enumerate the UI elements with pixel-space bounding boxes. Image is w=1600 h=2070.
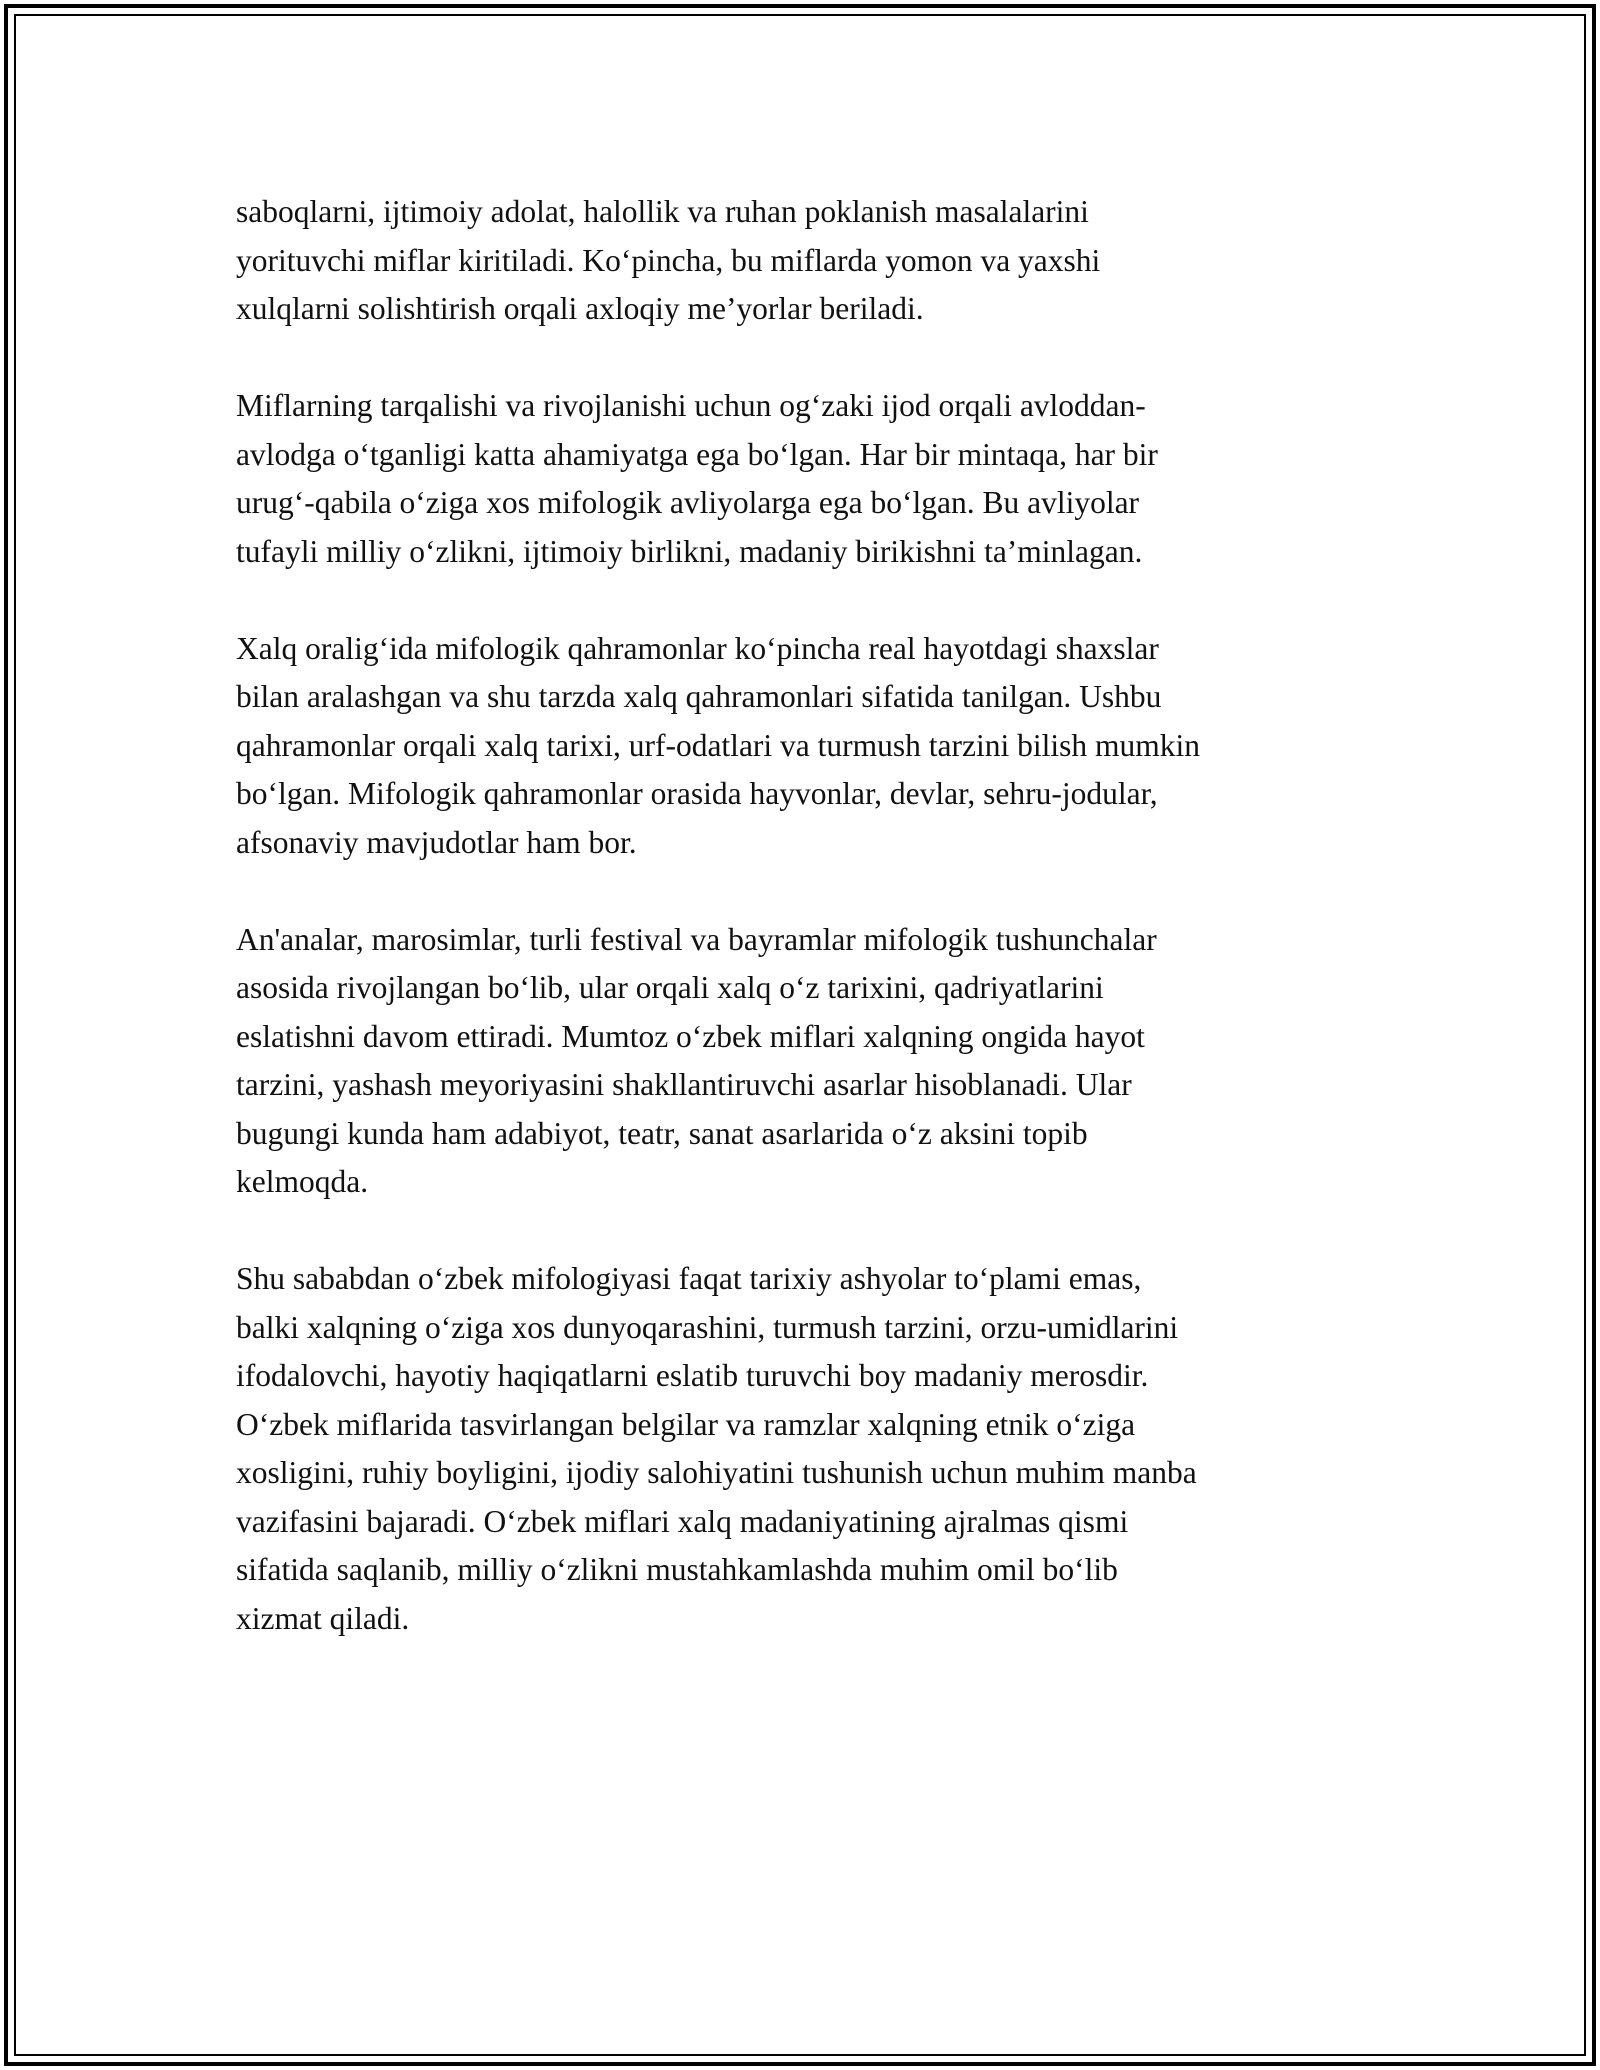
paragraph-3 [236,625,1366,868]
text-line: tufayli milliy o‘zlikni, ijtimoiy birlikni, madaniy birikishni ta’minlagan. [236,533,1143,569]
text-line: asosida rivojlangan bo‘lib, ular orqali xalq o‘z tarixini, qadriyatlarini [236,970,1104,1005]
text-line: Shu sababdan o‘zbek mifologiyasi faqat tarixiy ashyolar to‘plami emas, [236,1261,1142,1296]
text-line: xizmat qiladi. [236,1600,410,1636]
text-line: yorituvchi miflar kiritiladi. Ko‘pincha, bu miflarda yomon va yaxshi [236,242,1101,278]
text-line: Xalq oralig‘ida mifologik qahramonlar ko‘pincha real hayotdagi shaxslar [236,630,1159,666]
text-line: An'analar, marosimlar, turli festival va bayramlar mifologik tushunchalar [236,921,1157,957]
text-line: bo‘lgan. Mifologik qahramonlar orasida hayvonlar, devlar, sehru-jodular, [236,776,1158,811]
text-line: O‘zbek miflarida tasvirlangan belgilar va ramzlar xalqning etnik o‘ziga [236,1406,1136,1442]
text-line: balki xalqning o‘ziga xos dunyoqarashini, turmush tarzini, orzu-umidlarini [236,1309,1179,1345]
text-line: kelmoqda. [236,1164,369,1199]
paragraph-2 [236,382,1366,576]
text-line: afsonaviy mavjudotlar ham bor. [236,824,637,860]
paragraph-1 [236,188,1366,334]
text-line: qahramonlar orqali xalq tarixi, urf-odatlari va turmush tarzini bilish mumkin [236,727,1200,763]
text-line: avlodga o‘tganligi katta ahamiyatga ega bo‘lgan. Har bir mintaqa, har bir [236,436,1158,472]
paragraph-4 [236,916,1366,1207]
text-line: xosligini, ruhiy boyligini, ijodiy salohiyatini tushunish uchun muhim manba [236,1455,1197,1490]
document-body [236,188,1366,1692]
text-line: bugungi kunda ham adabiyot, teatr, sanat asarlarida o‘z aksini topib [236,1115,1088,1151]
text-line: xulqlarni solishtirish orqali axloqiy me’yorlar beriladi. [236,291,924,326]
text-line: bilan aralashgan va shu tarzda xalq qahramonlari sifatida tanilgan. Ushbu [236,679,1162,714]
text-line: tarzini, yashash meyoriyasini shakllantiruvchi asarlar hisoblanadi. Ular [236,1067,1132,1102]
text-line: sifatida saqlanib, milliy o‘zlikni mustahkamlashda muhim omil bo‘lib [236,1552,1118,1587]
text-line: saboqlarni, ijtimoiy adolat, halollik va ruhan poklanish masalalarini [236,194,1089,229]
text-line: urug‘-qabila o‘ziga xos mifologik avliyolarga ega bo‘lgan. Bu avliyolar [236,485,1140,520]
text-line: Miflarning tarqalishi va rivojlanishi uchun og‘zaki ijod orqali avloddan- [236,388,1146,423]
paragraph-5 [236,1255,1366,1643]
text-line: ifodalovchi, hayotiy haqiqatlarni eslatib turuvchi boy madaniy merosdir. [236,1358,1149,1393]
text-line: eslatishni davom ettiradi. Mumtoz o‘zbek miflari xalqning ongida hayot [236,1018,1145,1054]
text-line: vazifasini bajaradi. O‘zbek miflari xalq madaniyatining ajralmas qismi [236,1503,1129,1539]
